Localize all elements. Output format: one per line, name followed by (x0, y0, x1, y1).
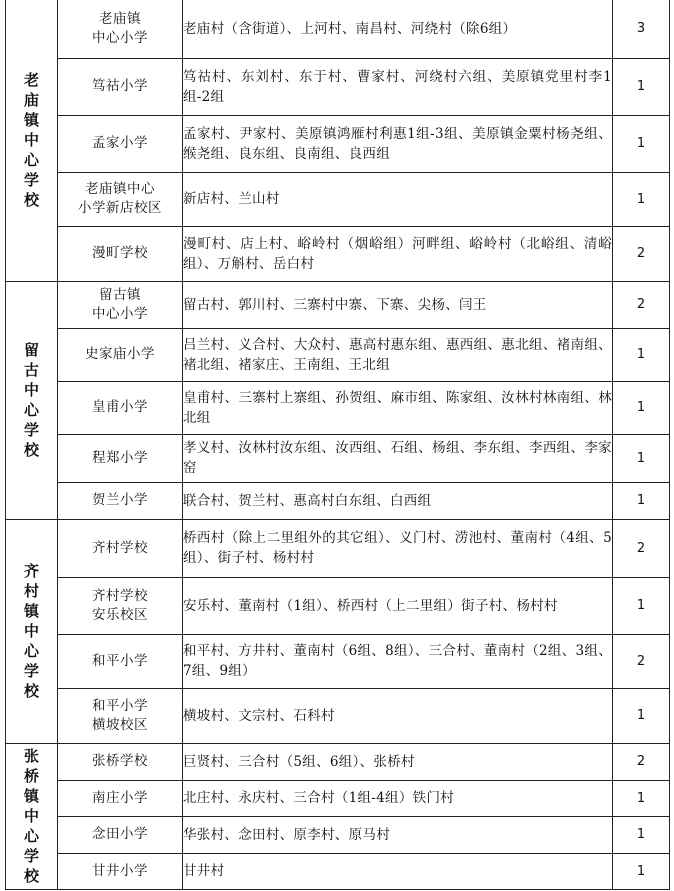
school-cell (58, 172, 183, 226)
school-name: 和平小学 横坡校区 (92, 697, 148, 733)
school-cell (58, 743, 183, 780)
table-row (6, 816, 670, 853)
table-row (6, 328, 670, 381)
count-cell: 1 (613, 172, 670, 226)
count-cell: 1 (613, 434, 670, 482)
school-cell (58, 816, 183, 853)
area-cell: 笃祜村、东刘村、东于村、曹家村、河绕村六组、美原镇党里村李1组-2组 (183, 58, 613, 115)
area-cell: 桥西村（除上二里组外的其它组）、义门村、涝池村、董南村（4组、5组）、街子村、杨村村 (183, 519, 613, 577)
table-row (6, 115, 670, 172)
school-name: 留古镇 中心小学 (92, 286, 148, 322)
area-cell: 巨贤村、三合村（5组、6组）、张桥村 (183, 743, 613, 780)
area-cell: 皇甫村、三寨村上寨组、孙贺组、麻市组、陈家组、汝林村林南组、林北组 (183, 381, 613, 434)
area-cell: 甘井村 (183, 853, 613, 889)
count-cell: 1 (613, 381, 670, 434)
area-cell: 孝义村、汝林村汝东组、汝西组、石组、杨组、李东组、李西组、李家窑 (183, 434, 613, 482)
count-cell: 2 (613, 519, 670, 577)
school-cell (58, 688, 183, 743)
district-name: 留古中心学校 (23, 341, 39, 459)
district-cell (6, 519, 58, 743)
school-cell (58, 482, 183, 519)
school-name: 漫町学校 (92, 245, 148, 261)
table-row (6, 519, 670, 577)
area-cell: 安乐村、董南村（1组）、桥西村（上二里组）街子村、杨村村 (183, 577, 613, 634)
school-name: 念田小学 (92, 826, 148, 842)
district-name: 齐村镇中心学校 (23, 562, 39, 700)
table-row (6, 577, 670, 634)
count-cell: 2 (613, 281, 670, 328)
count-cell: 1 (613, 328, 670, 381)
school-name: 甘井小学 (92, 862, 148, 879)
school-name: 程郑小学 (92, 449, 148, 466)
count-cell: 1 (613, 115, 670, 172)
table-row (6, 743, 670, 780)
school-cell (58, 115, 183, 172)
school-district-table (5, 0, 670, 890)
count-cell: 3 (613, 0, 670, 58)
school-cell (58, 58, 183, 115)
district-name: 张桥镇中心学校 (23, 747, 39, 885)
count-cell: 1 (613, 780, 670, 816)
school-cell (58, 519, 183, 577)
area-cell: 横坡村、文宗村、石科村 (183, 688, 613, 743)
table-row (6, 688, 670, 743)
school-cell (58, 328, 183, 381)
school-cell (58, 0, 183, 58)
table-row (6, 58, 670, 115)
school-name: 史家庙小学 (85, 346, 155, 362)
table-row (6, 482, 670, 519)
school-name: 张桥学校 (92, 753, 148, 769)
count-cell: 1 (613, 58, 670, 115)
area-cell: 联合村、贺兰村、惠高村白东组、白西组 (183, 482, 613, 519)
school-name: 笃祜小学 (92, 78, 148, 94)
school-cell (58, 281, 183, 328)
school-name: 南庄小学 (92, 789, 148, 806)
table-row (6, 381, 670, 434)
table-row (6, 0, 670, 58)
area-cell: 老庙村（含街道）、上河村、南昌村、河绕村（除6组） (183, 0, 613, 58)
school-name: 齐村学校 (92, 539, 148, 556)
school-name: 和平小学 (92, 652, 148, 669)
area-cell: 新店村、兰山村 (183, 172, 613, 226)
table-row (6, 172, 670, 226)
area-cell: 留古村、郭川村、三寨村中寨、下寨、尖杨、闫王 (183, 281, 613, 328)
table-row (6, 634, 670, 688)
count-cell: 1 (613, 853, 670, 889)
count-cell: 2 (613, 743, 670, 780)
area-cell: 吕兰村、义合村、大众村、惠高村惠东组、惠西组、惠北组、褚南组、褚北组、褚家庄、王南组、王北组 (183, 328, 613, 381)
school-cell (58, 780, 183, 816)
district-cell (6, 743, 58, 889)
table-row (6, 853, 670, 889)
table-row (6, 226, 670, 281)
table-row (6, 434, 670, 482)
table-row (6, 281, 670, 328)
area-cell: 孟家村、尹家村、美原镇鸿雁村利惠1组-3组、美原镇金粟村杨尧组、缑尧组、良东组、良南组、良西组 (183, 115, 613, 172)
area-cell: 北庄村、永庆村、三合村（1组-4组）铁门村 (183, 780, 613, 816)
district-cell (6, 0, 58, 281)
school-cell (58, 434, 183, 482)
school-cell (58, 577, 183, 634)
count-cell: 1 (613, 577, 670, 634)
table-row (6, 780, 670, 816)
count-cell: 1 (613, 816, 670, 853)
school-name: 皇甫小学 (92, 399, 148, 415)
school-name: 齐村学校 安乐校区 (92, 587, 148, 623)
district-name: 老庙镇中心学校 (23, 71, 39, 210)
school-name: 贺兰小学 (92, 492, 148, 508)
area-cell: 漫町村、店上村、峪岭村（烟峪组）河畔组、峪岭村（北峪组、清峪组）、万斛村、岳白村 (183, 226, 613, 281)
count-cell: 2 (613, 226, 670, 281)
school-cell (58, 853, 183, 889)
school-name: 孟家小学 (92, 135, 148, 151)
count-cell: 2 (613, 634, 670, 688)
count-cell: 1 (613, 688, 670, 743)
school-name: 老庙镇 中心小学 (92, 10, 148, 46)
school-name: 老庙镇中心 小学新店校区 (78, 181, 162, 216)
school-cell (58, 381, 183, 434)
district-cell (6, 281, 58, 519)
count-cell: 1 (613, 482, 670, 519)
school-cell (58, 634, 183, 688)
school-cell (58, 226, 183, 281)
area-cell: 和平村、方井村、董南村（6组、8组）、三合村、董南村（2组、3组、7组、9组） (183, 634, 613, 688)
area-cell: 华张村、念田村、原李村、原马村 (183, 816, 613, 853)
